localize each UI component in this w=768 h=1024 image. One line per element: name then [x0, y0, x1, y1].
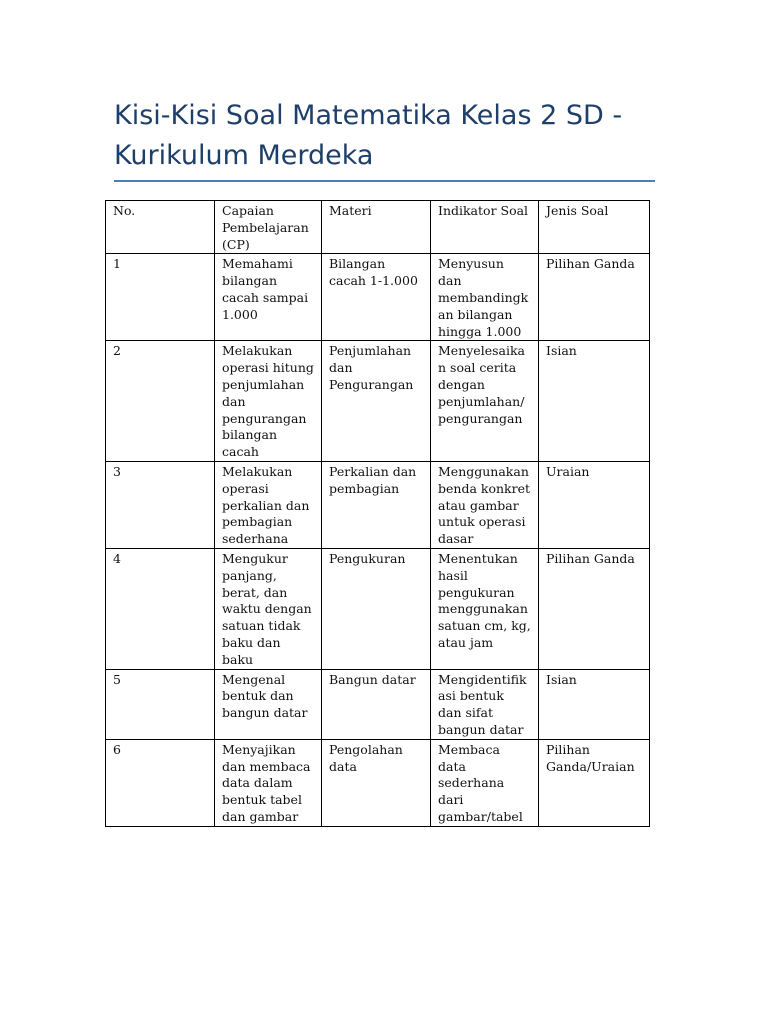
table-row — [106, 669, 650, 739]
cell-materi: Bilangan cacah 1-1.000 — [322, 254, 431, 341]
cell-materi: Bangun datar — [322, 669, 431, 739]
table-row — [106, 461, 650, 548]
header-cell-materi: Materi — [322, 201, 431, 254]
cell-no: 3 — [106, 461, 215, 548]
cell-capaian: Melakukan operasi perkalian dan pembagian sederhana — [215, 461, 322, 548]
header-cell-no: No. — [106, 201, 215, 254]
cell-materi: Pengukuran — [322, 548, 431, 669]
cell-jenis: Pilihan Ganda/Uraian — [539, 739, 650, 826]
cell-indikator: Menyusun dan membandingkan bilangan hingga 1.000 — [431, 254, 539, 341]
cell-capaian: Mengenal bentuk dan bangun datar — [215, 669, 322, 739]
cell-indikator: Menyelesaikan soal cerita dengan penjumlahan/pengurangan — [431, 341, 539, 462]
table-row — [106, 739, 650, 826]
cell-jenis: Isian — [539, 669, 650, 739]
cell-no: 2 — [106, 341, 215, 462]
cell-jenis: Isian — [539, 341, 650, 462]
cell-no: 5 — [106, 669, 215, 739]
table-row — [106, 254, 650, 341]
cell-jenis: Uraian — [539, 461, 650, 548]
cell-indikator: Menggunakan benda konkret atau gambar untuk operasi dasar — [431, 461, 539, 548]
cell-materi: Perkalian dan pembagian — [322, 461, 431, 548]
cell-materi: Penjumlahan dan Pengurangan — [322, 341, 431, 462]
cell-no: 6 — [106, 739, 215, 826]
table-row — [106, 548, 650, 669]
table-header-row — [106, 201, 650, 254]
cell-indikator: Membaca data sederhana dari gambar/tabel — [431, 739, 539, 826]
title-underline — [114, 180, 655, 182]
header-cell-capaian: Capaian Pembelajaran (CP) — [215, 201, 322, 254]
cell-capaian: Memahami bilangan cacah sampai 1.000 — [215, 254, 322, 341]
page-title: Kisi-Kisi Soal Matematika Kelas 2 SD - Kurikulum Merdeka — [114, 100, 623, 171]
table-row — [106, 341, 650, 462]
cell-capaian: Melakukan operasi hitung penjumlahan dan pengurangan bilangan cacah — [215, 341, 322, 462]
cell-indikator: Mengidentifikasi bentuk dan sifat bangun datar — [431, 669, 539, 739]
cell-capaian: Menyajikan dan membaca data dalam bentuk tabel dan gambar — [215, 739, 322, 826]
kisi-kisi-table — [105, 200, 650, 827]
cell-indikator: Menentukan hasil pengukuran menggunakan satuan cm, kg, atau jam — [431, 548, 539, 669]
header-cell-indikator: Indikator Soal — [431, 201, 539, 254]
cell-no: 4 — [106, 548, 215, 669]
cell-capaian: Mengukur panjang, berat, dan waktu dengan satuan tidak baku dan baku — [215, 548, 322, 669]
cell-materi: Pengolahan data — [322, 739, 431, 826]
cell-jenis: Pilihan Ganda — [539, 254, 650, 341]
cell-jenis: Pilihan Ganda — [539, 548, 650, 669]
header-cell-jenis: Jenis Soal — [539, 201, 650, 254]
cell-no: 1 — [106, 254, 215, 341]
